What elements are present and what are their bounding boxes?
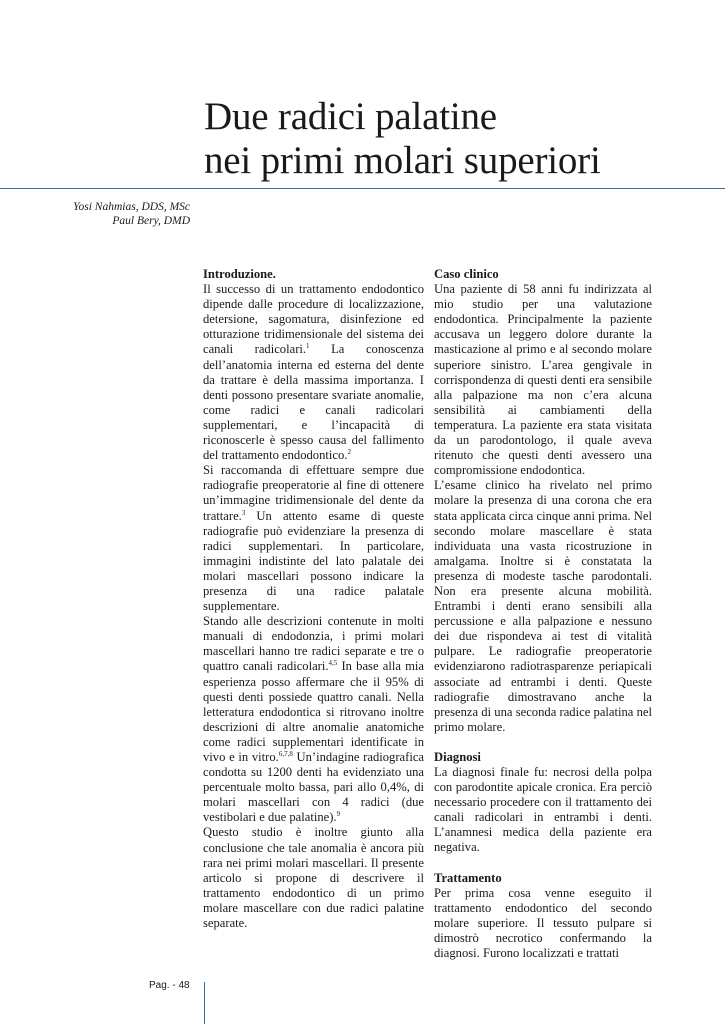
paragraph: L’esame clinico ha rivelato nel primo molare la presenza di una corona che era stata applicata circa cinque anni prima. Nel secondo molare mascellare è stata individuata una vasta ricostruzione in amalgama. Inoltre si è constatata la presenza di modeste tasche parodontali. Non era presente alcuna mobilità. Entrambi i denti erano sensibili alla percussione e alla palpazione e nessuno dei due rispondeva ai test di vitalità pulpare. Le radiografie preoperatorie evidenziarono radiotrasparenze periapicali associate ad entrambi i denti. Queste radiografie dimostravano anche la presenza di una seconda radice palatina nel primo molare. [434,478,652,734]
section-heading-treatment: Trattamento [434,870,502,885]
title-divider [0,188,725,189]
right-column [434,267,652,961]
paragraph: Si raccomanda di effettuare sempre due radiografie preoperatorie al fine di ottenere un’immagine tridimensionale del dente da trattare.$^3$ Un attento esame di queste radiografie può evidenziare la presenza di radici supplementari. In particolare, immagini indistinte del lato palatale dei molari mascellari possono indicare la presenza di una radice palatale supplementare. [203,463,424,614]
author-name: Paul Bery, DMD [112,215,190,227]
title-line-1: Due radici palatine [204,95,497,138]
author-block [0,200,190,228]
section-heading-diagnosis: Diagnosi [434,749,481,764]
citation: 3 [241,508,246,517]
left-column [203,267,424,931]
citation: 6,7,8 [278,750,293,758]
paragraph: Per prima cosa venne eseguito il trattamento endodontico del secondo molare superiore. Il tessuto pulpare si dimostrò necrotico confermando la diagnosi. Furono localizzati e trattati [434,885,652,961]
article-title [204,95,601,183]
footer-divider [204,982,205,1024]
page-number: Pag. - 48 [149,980,190,991]
section-heading-intro: Introduzione. [203,267,276,281]
paragraph: Una paziente di 58 anni fu indirizzata al mio studio per una valutazione endodontica. Principalmente la paziente accusava un leggero dolore durante la masticazione al primo e al secondo molare superiore sinistro. L’area gengivale in corrispondenza di questi denti era sensibile alla palpazione ma non c’era alcuna sensibilità ai cambiamenti della temperatura. La paziente era stata visitata da un parodontologo, il quale aveva ritenuto che questi denti avessero una compromissione endodontica. [434,282,652,478]
paragraph: Il successo di un trattamento endodontico dipende dalle procedure di localizzazione, detersione, sagomatura, disinfezione ed otturazione tridimensionale del sistema dei canali radicolari.$^1$ La conoscenza dell’anatomia interna ed esterna del dente da trattare è della massima importanza. I denti possono presentare svariate anomalie, come radici e canali radicolari supplementari, e l’incapacità di riconoscerle è spesso causa del fallimento del trattamento endodontico.$^2$ [203,282,424,463]
paragraph: Questo studio è inoltre giunto alla conclusione che tale anomalia è ancora più rara nei primi molari mascellari. Il presente articolo si propone di descrivere il trattamento endodontico di un primo molare mascellare con due radici palatine separate. [203,825,424,931]
section-heading-case: Caso clinico [434,267,499,281]
author-name: Yosi Nahmias, DDS, MSc [73,201,190,213]
citation: 2 [347,448,351,457]
paragraph: Stando alle descrizioni contenute in molti manuali di endodonzia, i primi molari mascellari hanno tre radici separate e tre o quattro canali radicolari.$^{4,5}$ In base alla mia esperienza posso affermare che il 95% di questi denti possiede quattro canali. Nella letteratura endodontica si ritrovano inoltre descrizioni di altre anomalie anatomiche come radici supplementari identificate in vivo e in vitro.$^{6,7,8}$ Un’indagine radiografica condotta su 1200 denti ha evidenziato una percentuale molto bassa, pari allo 0,4%, di molari mascellari con 4 radici (due vestibolari e due palatine).$^9$ [203,614,425,825]
title-line-2: nei primi molari superiori [204,139,601,182]
citation: 9 [336,810,341,819]
citation: 1 [306,342,310,351]
paragraph: La diagnosi finale fu: necrosi della polpa con parodontite apicale cronica. Era perciò necessario procedere con il trattamento dei canali radicolari in entrambi i denti. L’anamnesi medica della paziente era negativa. [434,765,652,855]
citation: 4,5 [328,659,338,668]
